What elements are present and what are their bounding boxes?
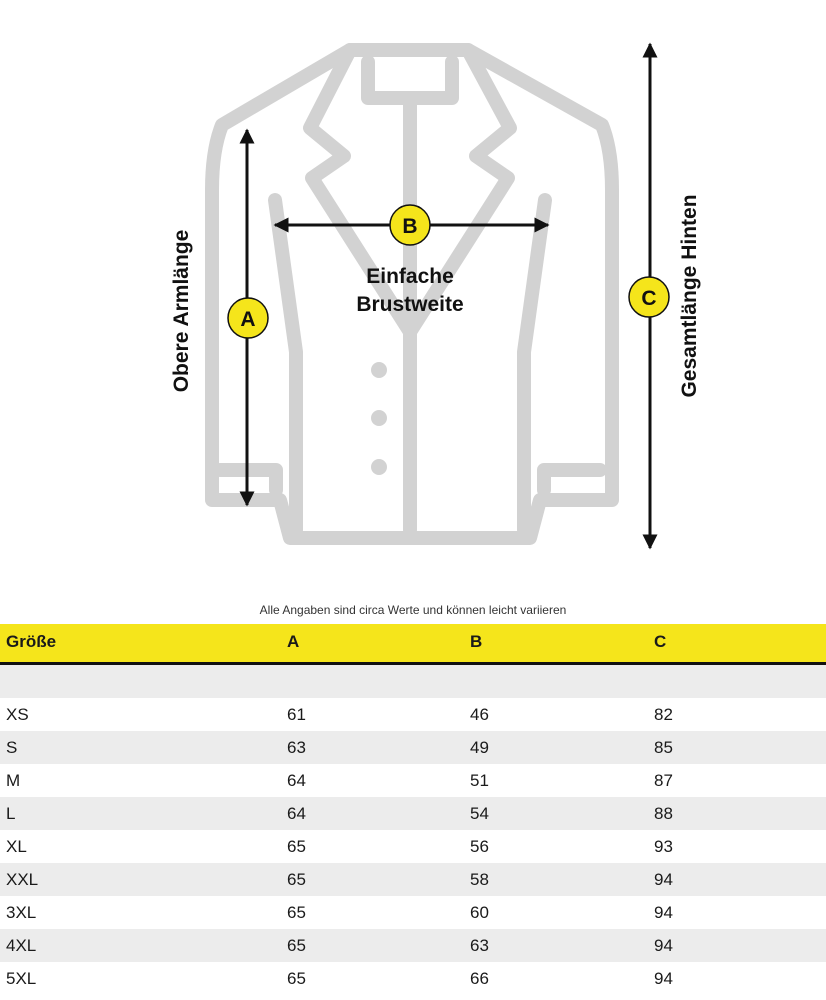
cell-size: XL	[6, 837, 27, 856]
cell-a: 63	[287, 738, 306, 757]
cell-c: 82	[654, 705, 673, 724]
cell-size: 4XL	[6, 936, 37, 955]
svg-text:C: C	[641, 287, 657, 310]
cell-c: 94	[654, 969, 673, 988]
table-row	[0, 731, 826, 764]
cell-size: 5XL	[6, 969, 37, 988]
table-row	[0, 929, 826, 962]
header-b: B	[470, 632, 483, 651]
svg-text:B: B	[402, 215, 418, 238]
table-header	[0, 624, 826, 665]
cell-b: 49	[470, 738, 489, 757]
cell-b: 63	[470, 936, 489, 955]
cell-c: 94	[654, 936, 673, 955]
cell-size: 3XL	[6, 903, 37, 922]
total-length-label: Gesamtlänge Hinten	[678, 194, 701, 398]
cell-size: XXL	[6, 870, 39, 889]
cell-c: 87	[654, 771, 673, 790]
cell-a: 65	[287, 870, 306, 889]
cell-b: 51	[470, 771, 489, 790]
button-dot	[371, 459, 387, 475]
table-row	[0, 698, 826, 731]
cell-a: 65	[287, 837, 306, 856]
cell-b: 66	[470, 969, 489, 988]
marker-b	[390, 205, 430, 245]
table-row	[0, 830, 826, 863]
cell-b: 54	[470, 804, 489, 823]
marker-c	[629, 277, 669, 317]
cell-size: L	[6, 804, 16, 823]
table-row	[0, 764, 826, 797]
cell-c: 94	[654, 870, 673, 889]
table-row	[0, 863, 826, 896]
cell-a: 64	[287, 771, 306, 790]
empty-row	[0, 665, 826, 698]
cell-a: 65	[287, 903, 306, 922]
button-dot	[371, 362, 387, 378]
cell-b: 56	[470, 837, 489, 856]
table-row	[0, 896, 826, 929]
table-row	[0, 962, 826, 995]
cell-size: S	[6, 738, 18, 757]
header-size: Größe	[6, 632, 57, 651]
button-dot	[371, 410, 387, 426]
cell-b: 46	[470, 705, 489, 724]
disclaimer-note: Alle Angaben sind circa Werte und können leicht variieren	[259, 603, 567, 617]
cell-size: XS	[6, 705, 29, 724]
cell-size: M	[6, 771, 21, 790]
header-a: A	[287, 632, 300, 651]
chest-label-line-2: Brustweite	[356, 293, 464, 316]
cell-a: 65	[287, 969, 306, 988]
cell-a: 65	[287, 936, 306, 955]
chest-label-line-1: Einfache	[366, 265, 454, 288]
marker-a	[228, 298, 268, 338]
cell-c: 88	[654, 804, 673, 823]
chest-width-label	[356, 263, 463, 319]
header-c: C	[654, 632, 667, 651]
sleeve-length-label: Obere Armlänge	[170, 229, 193, 393]
cell-a: 64	[287, 804, 306, 823]
size-table	[0, 624, 826, 995]
cell-a: 61	[287, 705, 306, 724]
table-row	[0, 797, 826, 830]
cell-c: 93	[654, 837, 673, 856]
svg-text:A: A	[240, 308, 256, 331]
cell-c: 85	[654, 738, 673, 757]
cell-b: 60	[470, 903, 489, 922]
cell-b: 58	[470, 870, 489, 889]
cell-c: 94	[654, 903, 673, 922]
